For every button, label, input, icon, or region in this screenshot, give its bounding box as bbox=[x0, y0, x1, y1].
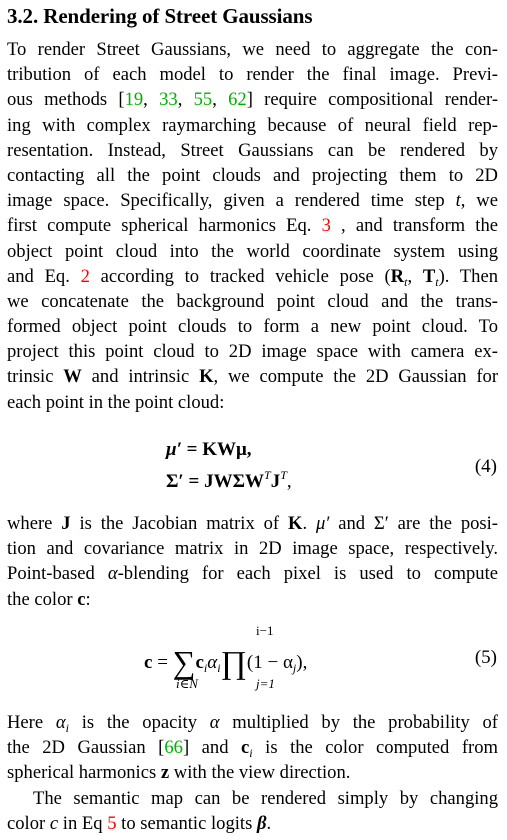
text-line: the color c: bbox=[7, 588, 91, 610]
eq-link[interactable]: 2 bbox=[80, 265, 90, 287]
paper-page: 3.2. Rendering of Street Gaussians To render Street Gaussians, we need to aggregate the con- tribution of each model to render the final image. Previ- ous methods [19, 33, 55, 62] require compositional render- ing with complex raymarching because of neural field rep- resentation. Instead, Street Gaussians can be rendered by contacting all the point clouds and projecting them to 2D image space. Specifically, given a rendered time step t, we first compute spherical harmonics Eq. 3 , and transform the object point cloud into the world coordinate system using and Eq. 2 according to tracked vehicle pose ($R_t$, $T_t$). Then we concatenate the background point cloud and the trans- formed object point clouds to form a new point cloud. To project this point cloud to 2D image space with camera ex- trinsic W and intrinsic K, we compute the 2D Gaussian for each point in the point cloud: μ′ = KWμ, $\Sigma' = JW\Sigma W^TJ^T$, (4) where J is the Jacobian matrix of K. μ′ and Σ′ are the posi- tion and covariance matrix in 2D image space, respectively. Point-based α-blending for each pixel is used to compute the color c: i−1 $c = \sum c_i\alpha_i\prod(1 - \alpha_j)$, i∈N j=1 (5) Here $\alpha_i$ is the opacity α multiplied by the probability of the 2D Gaussian [66] and $c_i$ is the color computed from spherical harmonics z with the view direction. The semantic map can be rendered simply by changing color c in Eq 5 to semantic logits β. bbox=[0, 0, 507, 840]
ref-link[interactable]: 66 bbox=[164, 737, 183, 759]
text-line: tribution of each model to render the final image. Previ- bbox=[7, 64, 498, 86]
text-line: image space. Specifically, given a rendered time step t, we bbox=[7, 190, 498, 212]
ref-link[interactable]: 33 bbox=[159, 89, 178, 111]
text-line: Here $\alpha_i$ is the opacity α multiplied by the probability of bbox=[7, 712, 498, 735]
eq-link[interactable]: 3 bbox=[321, 215, 331, 237]
text-line: color c in Eq 5 to semantic logits β. bbox=[7, 812, 272, 834]
text-line: the 2D Gaussian [66] and $c_i$ is the color computed from bbox=[7, 737, 499, 761]
text-line: each point in the point cloud: bbox=[7, 391, 225, 413]
text-line: ing with complex raymarching because of neural field rep- bbox=[7, 114, 498, 136]
text-line: tion and covariance matrix in 2D image space, respectively. bbox=[7, 538, 498, 560]
paragraph-2 bbox=[7, 511, 498, 612]
text-line: ous methods [19, 33, 55, 62] require compositional render- bbox=[7, 89, 499, 111]
text-line: object point cloud into the world coordinate system using bbox=[7, 240, 498, 262]
text-line: The semantic map can be rendered simply by changing bbox=[33, 787, 498, 809]
text-line: trinsic W and intrinsic K, we compute the 2D Gaussian for bbox=[7, 366, 499, 388]
text-line: we concatenate the background point cloud and the trans- bbox=[7, 290, 498, 312]
paragraph-1 bbox=[7, 37, 498, 415]
text-line: project this point cloud to 2D image space with camera ex- bbox=[7, 341, 498, 363]
text-line: spherical harmonics z with the view direction. bbox=[7, 762, 351, 784]
equation-number: (5) bbox=[474, 647, 497, 668]
text-line: and Eq. 2 according to tracked vehicle pose ($R_t$, $T_t$). Then bbox=[7, 265, 499, 289]
text-line: where J is the Jacobian matrix of K. μ′ and Σ′ are the posi- bbox=[7, 513, 499, 534]
paragraph-3 bbox=[7, 710, 498, 836]
text-line: first compute spherical harmonics Eq. 3 , and transform the bbox=[7, 215, 499, 237]
text-line: contacting all the point clouds and projecting them to 2D bbox=[7, 164, 498, 186]
equation-number: (4) bbox=[474, 456, 497, 477]
ref-link[interactable]: 19 bbox=[124, 89, 144, 111]
text-line: To render Street Gaussians, we need to aggregate the con- bbox=[7, 39, 498, 60]
text-line: Point-based α-blending for each pixel is used to compute bbox=[7, 563, 499, 585]
ref-link[interactable]: 62 bbox=[228, 89, 247, 111]
ref-link[interactable]: 55 bbox=[193, 89, 213, 111]
text-line: resentation. Instead, Street Gaussians can be rendered by bbox=[7, 139, 498, 161]
text-line: formed object point clouds to form a new point cloud. To bbox=[7, 316, 498, 338]
eq-link[interactable]: 5 bbox=[107, 812, 117, 834]
section-heading: 3.2. Rendering of Street Gaussians bbox=[7, 4, 313, 28]
